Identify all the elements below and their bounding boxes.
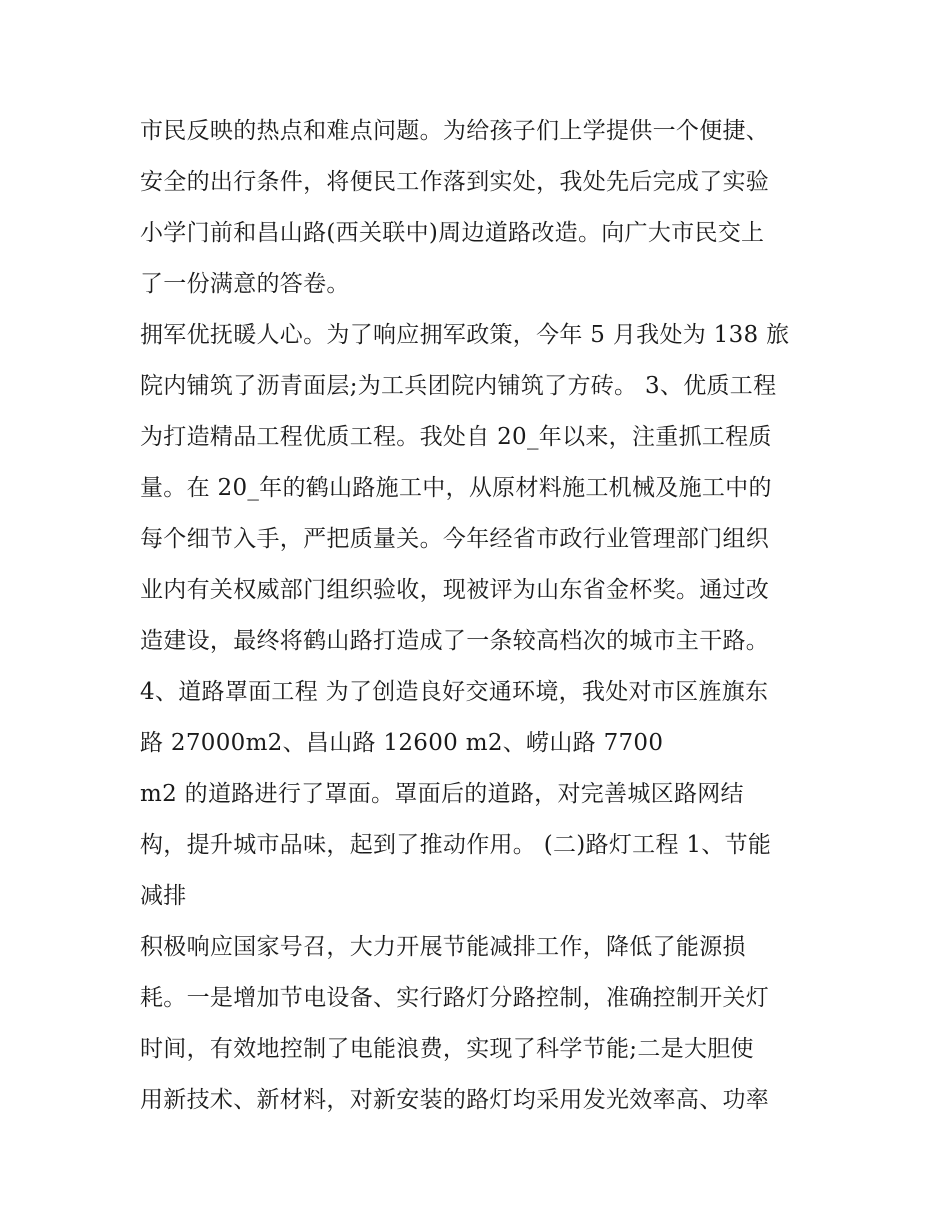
text-line: 业内有关权威部门组织验收，现被评为山东省金杯奖。通过改 xyxy=(140,577,770,603)
text-line: 用新技术、新材料，对新安装的路灯均采用发光效率高、功率 xyxy=(140,1087,770,1113)
text-line: 减排 xyxy=(140,883,187,909)
text-line: m2 的道路进行了罩面。罩面后的道路，对完善城区路网结 xyxy=(140,781,744,807)
text-line: 路 27000m2、昌山路 12600 m2、崂山路 7700 xyxy=(140,730,664,756)
text-line: 时间，有效地控制了电能浪费，实现了科学节能;二是大胆使 xyxy=(140,1036,754,1062)
text-line: 构，提升城市品味，起到了推动作用。 (二)路灯工程 1、节能 xyxy=(140,832,772,858)
text-line: 安全的出行条件，将便民工作落到实处，我处先后完成了实验 xyxy=(140,169,770,195)
text-line: 市民反映的热点和难点问题。为给孩子们上学提供一个便捷、 xyxy=(140,118,770,144)
document-body xyxy=(140,106,830,1126)
text-line: 拥军优抚暖人心。为了响应拥军政策，今年 5 月我处为 138 旅 xyxy=(140,322,790,348)
text-line: 为打造精品工程优质工程。我处自 20_年以来，注重抓工程质 xyxy=(140,424,772,450)
text-line: 造建设，最终将鹤山路打造成了一条较高档次的城市主干路。 xyxy=(140,628,770,654)
text-line: 积极响应国家号召，大力开展节能减排工作，降低了能源损 xyxy=(140,934,746,960)
text-line: 4、道路罩面工程 为了创造良好交通环境，我处对市区旌旗东 xyxy=(140,679,769,705)
text-line: 每个细节入手，严把质量关。今年经省市政行业管理部门组织 xyxy=(140,526,770,552)
text-line: 耗。一是增加节电设备、实行路灯分路控制，准确控制开关灯 xyxy=(140,985,770,1011)
text-line: 院内铺筑了沥青面层;为工兵团院内铺筑了方砖。 3、优质工程 xyxy=(140,373,777,399)
text-line: 了一份满意的答卷。 xyxy=(140,271,350,297)
text-line: 小学门前和昌山路(西关联中)周边道路改造。向广大市民交上 xyxy=(140,220,765,246)
text-line: 量。在 20_年的鹤山路施工中，从原材料施工机械及施工中的 xyxy=(140,475,772,501)
